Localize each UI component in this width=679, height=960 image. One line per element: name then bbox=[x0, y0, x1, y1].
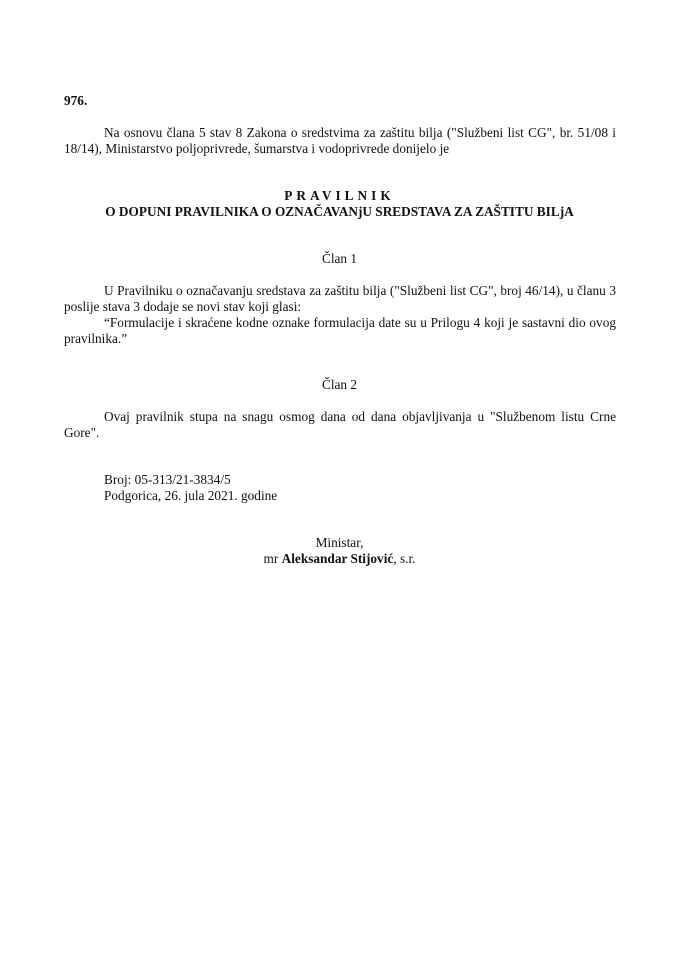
place-and-date: Podgorica, 26. jula 2021. godine bbox=[104, 488, 278, 503]
document-reference-number: Broj: 05-313/21-3834/5 bbox=[104, 472, 231, 487]
signature-title-prefix: mr bbox=[263, 551, 279, 566]
signature-line bbox=[0, 551, 679, 567]
title-line-1: PRAVILNIK bbox=[284, 188, 395, 203]
signature-role: Ministar, bbox=[315, 535, 364, 550]
article-1-paragraph-1: U Pravilniku o označavanju sredstava za zaštitu bilja ("Službeni list CG", broj 46/14), u članu 3 poslije stava 3 dodaje se novi stav koji glasi: bbox=[64, 283, 616, 314]
article-2-paragraph-1: Ovaj pravilnik stupa na snagu osmog dana od dana objavljivanja u "Službenom listu Crne Gore". bbox=[64, 409, 616, 440]
article-2-heading: Član 2 bbox=[321, 377, 358, 392]
signature-suffix: , s.r. bbox=[393, 551, 416, 566]
article-1-heading: Član 1 bbox=[321, 251, 358, 266]
document-number: 976. bbox=[64, 93, 88, 108]
article-1-paragraph-2: “Formulacije i skraćene kodne oznake formulacija date su u Prilogu 4 koji je sastavni dio ovog pravilnika.” bbox=[64, 315, 616, 346]
title-line-2: O DOPUNI PRAVILNIKA O OZNAČAVANjU SREDSTAVA ZA ZAŠTITU BILjA bbox=[105, 204, 574, 219]
preamble-paragraph: Na osnovu člana 5 stav 8 Zakona o sredstvima za zaštitu bilja ("Službeni list CG", br. 51/08 i 18/14), Ministarstvo poljoprivrede, šumarstva i vodoprivrede donijelo je bbox=[64, 125, 616, 156]
signature-name: Aleksandar Stijović bbox=[281, 551, 394, 566]
